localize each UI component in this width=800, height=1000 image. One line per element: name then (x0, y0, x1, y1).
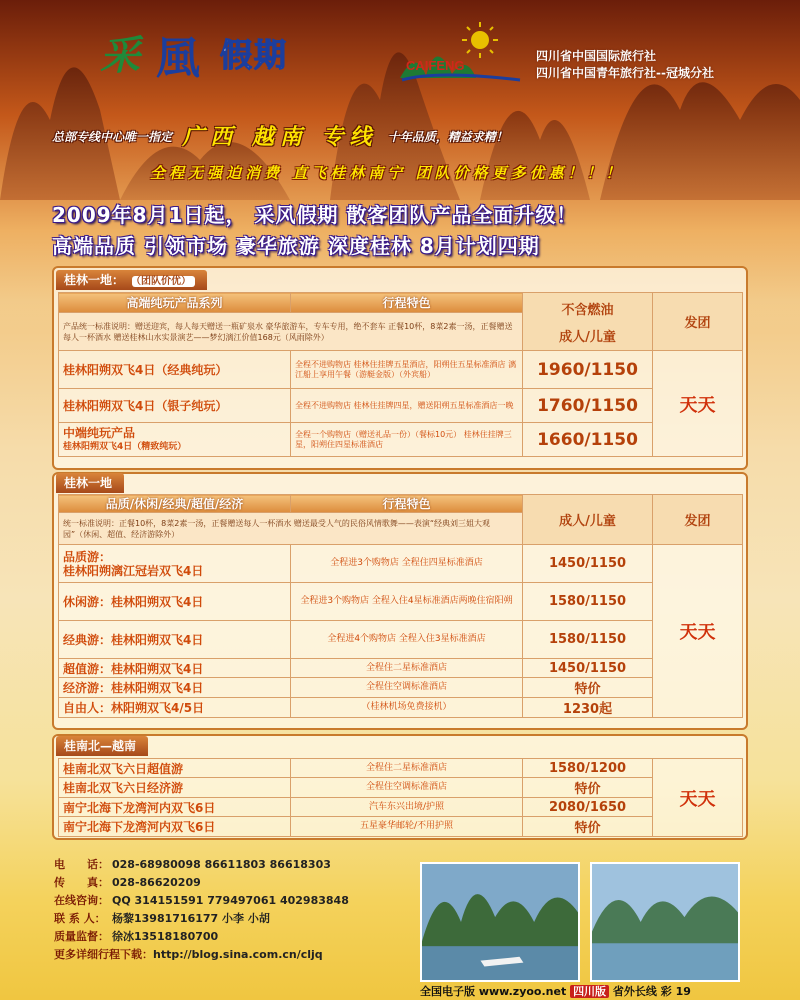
route-name: 超值游：桂林阳朔双飞4日 (59, 659, 291, 678)
agency-line-2: 四川省中国青年旅行社--冠城分社 (536, 66, 714, 80)
route-feature: 全程住空调标准酒店 (291, 678, 523, 698)
route-name: 桂南北双飞六日经济游 (59, 778, 291, 798)
li-river-photo (420, 862, 580, 982)
agency-line-1: 四川省中国国际旅行社 (536, 49, 657, 63)
route-name: 经济游：桂林阳朔双飞4日 (59, 678, 291, 698)
col-header-depart: 发团 (653, 293, 743, 351)
route-name: 自由人：林阳朔双飞4/5日 (59, 698, 291, 718)
table-row (59, 798, 743, 817)
price-header-adult-child: 成人/儿童 (559, 329, 616, 345)
contact-info (54, 856, 349, 964)
contact-more: 更多详细行程下载：http://blog.sina.com.cn/cljq (54, 948, 323, 961)
col-header-series: 高端纯玩产品系列 (59, 293, 291, 313)
route-name (59, 423, 291, 457)
route-feature: 全程一个购物店（赠送礼品一份）（餐标10元） 桂林住挂牌三星，阳朔住四星标准酒店 (291, 423, 523, 457)
vietnam-tour-table (58, 758, 743, 837)
route-price: 1450/1150 (523, 545, 653, 583)
route-feature: 全程住空调标准酒店 (291, 778, 523, 798)
route-price: 1760/1150 (523, 389, 653, 423)
slogan-line-2: 全程无强迫消费 直飞桂林南宁 团队价格更多优惠！！！ (150, 164, 625, 182)
route-price: 1580/1200 (523, 759, 653, 778)
route-name: 桂南北双飞六日超值游 (59, 759, 291, 778)
contact-fax: 传 真： 028-86620209 (54, 876, 201, 889)
section-1-title: 桂林一地： （团队价优） (56, 270, 207, 290)
route-price: 1580/1150 (523, 583, 653, 621)
contact-people: 联 系 人： 杨黎13981716177 小李 小胡 (54, 912, 270, 925)
table-row (59, 621, 743, 659)
col-header-price (523, 293, 653, 351)
agency-names (536, 48, 714, 82)
route-name: 南宁北海下龙湾河内双飞6日 (59, 817, 291, 837)
route-feature: 全程进3个购物店 全程住四星标准酒店 (291, 545, 523, 583)
table-row (59, 389, 743, 423)
table-row (59, 659, 743, 678)
brand-mark-text: CAIFENG (406, 58, 465, 73)
route-price: 特价 (523, 778, 653, 798)
table-row (59, 583, 743, 621)
departure-daily: 天天 (653, 545, 743, 718)
route-feature: 全程不进购物店 桂林住挂牌四星，赠送阳朔五星标准酒店一晚 (291, 389, 523, 423)
route-price: 1230起 (523, 698, 653, 718)
karst-landscape-photo (590, 862, 740, 982)
route-name: 桂林阳朔双飞4日（银子纯玩） (59, 389, 291, 423)
route-name: 经典游：桂林阳朔双飞4日 (59, 621, 291, 659)
premium-tour-table (58, 292, 743, 457)
route-feature: 全程住二星标准酒店 (291, 759, 523, 778)
col-header-depart: 发团 (653, 495, 743, 545)
logo-char-cai: 采 (100, 32, 140, 79)
route-feature: 全程进3个购物店 全程入住4星标准酒店两晚住宿阳朔 (291, 583, 523, 621)
premium-standard-note: 产品统一标准说明：赠送迎宾，每人每天赠送一瓶矿泉水 豪华旅游车，专车专用，绝不套车 正餐10杯，8菜2素一汤，正餐赠送每人一杯酒水 赠送桂林山水实景演艺——梦幻漓江价值168元（风雨除外） (59, 313, 523, 351)
departure-daily: 天天 (653, 351, 743, 457)
contact-quality: 质量监督： 徐冰13518180700 (54, 930, 219, 943)
blog-link[interactable]: http://blog.sina.com.cn/cljq (153, 948, 323, 961)
route-feature: （桂林机场免费接机） (291, 698, 523, 718)
col-header-feature: 行程特色 (291, 495, 523, 513)
contact-online: 在线咨询： QQ 314151591 779497061 402983848 (54, 894, 349, 907)
route-price: 1660/1150 (523, 423, 653, 457)
route-feature: 五星豪华邮轮/不用护照 (291, 817, 523, 837)
contact-phone: 电 话： 028-68980098 86611803 86618303 (54, 858, 331, 871)
section-1-tag: （团队价优） (132, 276, 195, 287)
table-row (59, 545, 743, 583)
route-feature: 汽车东兴出境/护照 (291, 798, 523, 817)
table-row (59, 678, 743, 698)
route-price: 特价 (523, 817, 653, 837)
route-price: 2080/1650 (523, 798, 653, 817)
col-header-price: 成人/儿童 (523, 495, 653, 545)
route-feature: 全程住二星标准酒店 (291, 659, 523, 678)
table-row (59, 423, 743, 457)
route-price: 1960/1150 (523, 351, 653, 389)
headline-quality: 高端品质 引领市场 豪华旅游 深度桂林 8月计划四期 (52, 234, 540, 258)
standard-tour-table (58, 494, 743, 718)
route-name: 南宁北海下龙湾河内双飞6日 (59, 798, 291, 817)
route-feature: 全程不进购物店 桂林住挂牌五星酒店，阳朔住五星标准酒店 漓江船上享用午餐（游艇金版）（外宾船） (291, 351, 523, 389)
table-row (59, 698, 743, 718)
table-row (59, 759, 743, 778)
route-price: 1450/1150 (523, 659, 653, 678)
standard-note: 统一标准说明：正餐10杯，8菜2素一汤，正餐赠送每人一杯酒水 赠送最受人气的民俗风情歌舞——表演“经典刘三姐大观园”（休闲、超值、经济游除外） (59, 513, 523, 545)
route-name: 休闲游：桂林阳朔双飞4日 (59, 583, 291, 621)
col-header-series: 品质/休闲/经典/超值/经济 (59, 495, 291, 513)
section-3-title: 桂南北—越南 (56, 736, 148, 756)
slogan-1-suffix: 十年品质，精益求精！ (387, 130, 508, 144)
caifeng-logo (100, 24, 370, 84)
page-footer (420, 983, 800, 1000)
route-category: 中端纯玩产品 (63, 425, 136, 440)
caifeng-brand-mark-icon (396, 18, 526, 88)
col-header-feature: 行程特色 (291, 293, 523, 313)
footer-edition-badge: 四川版 (570, 985, 609, 998)
departure-daily: 天天 (653, 759, 743, 837)
route-price: 特价 (523, 678, 653, 698)
route-name: 品质游： 桂林阳朔漓江冠岩双飞4日 (59, 545, 291, 583)
footer-site: 全国电子版 www.zyoo.net (420, 985, 567, 998)
section-2-title: 桂林一地 (56, 473, 124, 493)
slogan-1-highlight: 广西 越南 专线 (182, 124, 378, 150)
slogan-line-1 (52, 120, 752, 151)
footer-section: 省外长线 彩 19 (612, 985, 691, 998)
price-header-fuel: 不含燃油 (561, 302, 614, 318)
logo-char-feng: 風 (156, 33, 200, 84)
table-row (59, 351, 743, 389)
table-row (59, 778, 743, 798)
route-name: 桂林阳朔双飞4日（经典纯玩） (59, 351, 291, 389)
logo-jiaqi: 假期 (220, 36, 289, 74)
slogan-1-prefix: 总部专线中心唯一指定 (52, 130, 173, 144)
table-row (59, 817, 743, 837)
headline-upgrade: 2009年8月1日起， 采风假期 散客团队产品全面升级！ (52, 203, 578, 227)
route-feature: 全程进4个购物店 全程入住3星标准酒店 (291, 621, 523, 659)
route-sub: 桂林阳朔双飞4日（精致纯玩） (63, 441, 187, 452)
route-price: 1580/1150 (523, 621, 653, 659)
